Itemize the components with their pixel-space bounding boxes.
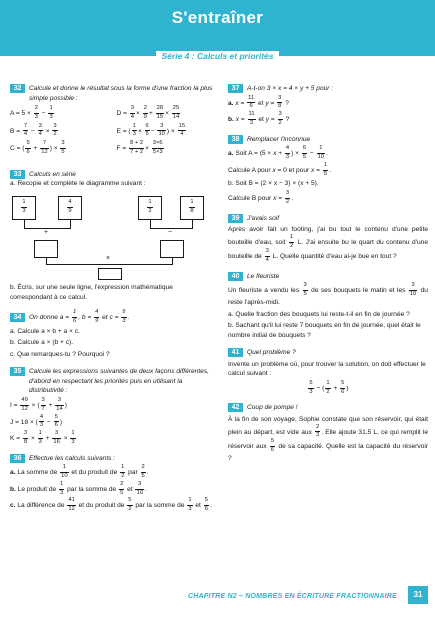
series-subtitle-text: Série 4 : Calculs et priorités xyxy=(156,51,280,61)
operator-times: × xyxy=(106,254,111,262)
exercise-35 xyxy=(10,367,215,445)
expression-c: C = ( $\frac{5}{6}$ + $\frac{7}{12}$ ) × $\frac{3}{5}$ xyxy=(10,140,65,156)
exercise-title: Remplacer l'inconnue xyxy=(247,135,311,143)
question-b: b. Le produit de $\frac{1}{3}$ par la somme de $\frac{2}{5}$ et $\frac{3}{10}$ . xyxy=(10,480,147,496)
exercise-title: Coup de pompe ! xyxy=(247,404,298,412)
exercise-text: Invente un problème où, pour trouver la solution, on doit effectuer le calcul suivant : xyxy=(228,360,426,378)
question-b: b. Écris, sur une seule ligne, l'expression mathématique correspondant à ce calcul. xyxy=(10,283,173,301)
left-column xyxy=(10,84,215,521)
exercise-39 xyxy=(228,214,428,264)
exercise-text: Après avoir fait un footing, j'ai bu tout le contenu d'une petite bouteille d'eau, soit $\frac{1}{2}$ L. J'ai ensuite bu le quart du contenu d'une bouteille de $\frac{3}{4}$ L. Quelle quantité d'eau ai-je bue en tout ? xyxy=(228,226,428,264)
diagram-box-4: $\frac{1}{8}$ xyxy=(180,196,204,220)
exercise-36 xyxy=(10,454,215,513)
calculation: $\frac{5}{3}$ − ( $\frac{1}{2}$ + $\frac{5}{6}$ ) xyxy=(309,379,349,395)
exercise-number: 38 xyxy=(228,135,243,144)
question-c: c. La différence de $\frac{41}{12}$ et du produit de $\frac{5}{2}$ par la somme de $\frac{1}{3}$ et $\frac{5}{6}$ . xyxy=(10,497,212,513)
exercise-title: J'avais soif xyxy=(247,214,280,222)
exercise-number: 32 xyxy=(10,84,25,93)
exercise-number: 35 xyxy=(10,367,25,376)
expression-a: A = 5 × $\frac{2}{3}$ − $\frac{1}{3}$ xyxy=(10,105,53,120)
expression-i: I = $\frac{49}{12}$ × ( $\frac{3}{7}$ + $\frac{3}{14}$ ) xyxy=(10,396,67,412)
calculation-diagram xyxy=(10,192,215,280)
diagram-result-final xyxy=(98,268,122,280)
exercise-41 xyxy=(228,348,428,395)
exercise-number: 40 xyxy=(228,272,243,281)
exercise-given: On donne a = $\frac{1}{6}$ , b = $\frac{4}{9}$ et c = $\frac{5}{3}$ . xyxy=(29,309,130,324)
question-a-detail: Calcule A pour x = 0 et pour x = $\frac{1}{5}$ . xyxy=(228,161,331,177)
operator-plus: + xyxy=(44,228,49,236)
exercise-40 xyxy=(228,272,428,340)
connector xyxy=(192,220,193,228)
question-a: a. Quelle fraction des bouquets lui reste-t-il en fin de journée ? xyxy=(228,310,410,318)
question-b: b. Sachant qu'il lui reste 7 bouquets en fin de journée, quel était le nombre initial de bouquets ? xyxy=(228,322,421,339)
question-b: b. Calcule a × (b + c). xyxy=(10,339,74,347)
exercise-title: Le fleuriste xyxy=(247,272,280,280)
connector xyxy=(150,220,151,228)
right-column xyxy=(228,84,428,471)
question-b-detail: Calcule B pour x = $\frac{3}{2}$ . xyxy=(228,190,293,205)
exercise-number: 39 xyxy=(228,214,243,223)
question-a: a. x = $\frac{11}{6}$ et y = $\frac{3}{8}$ ? xyxy=(228,94,289,110)
page-number: 31 xyxy=(408,586,428,604)
question-a: a. La somme de $\frac{1}{10}$ et du produit de $\frac{1}{2}$ par $\frac{2}{5}$ . xyxy=(10,464,149,480)
exercise-42 xyxy=(228,403,428,463)
diagram-box-2: $\frac{4}{9}$ xyxy=(58,196,82,220)
exercise-instruction: Calcule et donne le résultat sous la forme d'une fraction la plus simple possible : xyxy=(29,85,213,102)
question-c: c. Que remarques-tu ? Pourquoi ? xyxy=(10,350,110,358)
exercise-text: À la fin de son voyage, Sophie constate que son réservoir, qui était plein au départ, est vide aux $\frac{2}{3}$ . Elle ajoute 31,5 L, ce qui remplit le réservoir aux $\frac{5}{6}$ de sa capacité. Quelle est la capacité du réservoir ? xyxy=(228,416,429,462)
chapter-footer: CHAPITRE N2 – NOMBRES EN ÉCRITURE FRACTIONNAIRE xyxy=(188,593,397,600)
exercise-37 xyxy=(228,84,428,127)
expression-grid xyxy=(10,106,215,156)
expression-e: E = ( $\frac{1}{3}$ × $\frac{6}{5}$ − $\frac{3}{10}$ ) × $\frac{15}{4}$ xyxy=(116,122,186,138)
exercise-number: 36 xyxy=(10,454,25,463)
exercise-38 xyxy=(228,135,428,206)
question-b: b. Soit B = (2 × x − 3) × (x + 5). xyxy=(228,180,319,188)
question-a: a. Calcule a × b + a × c. xyxy=(10,327,80,335)
exercise-text: Un fleuriste a vendu les $\frac{3}{5}$ de ses bouquets le matin et les $\frac{3}{10}$ du reste l'après-midi. xyxy=(228,282,428,307)
question-a: a. Recopie et complète le diagramme suivant : xyxy=(10,180,146,188)
expression-b: B = $\frac{7}{4}$ − $\frac{3}{4}$ × $\frac{3}{2}$ xyxy=(10,122,57,138)
expression-k: K = $\frac{3}{8}$ × $\frac{1}{3}$ + $\frac{3}{16}$ × $\frac{1}{3}$ xyxy=(10,430,75,445)
question-b: b. x = $\frac{11}{3}$ et y = $\frac{3}{2}$ ? xyxy=(228,111,290,126)
exercise-instruction: Calcule les expressions suivantes de deux façons différentes, d'abord en respectant les priorités puis en utilisant la distributivité : xyxy=(29,368,209,395)
exercise-title: Quel problème ? xyxy=(247,349,296,357)
connector xyxy=(70,220,71,228)
diagram-box-3: $\frac{1}{2}$ xyxy=(138,196,162,220)
exercise-number: 37 xyxy=(228,84,243,93)
exercise-33 xyxy=(10,170,215,302)
connector xyxy=(24,220,25,228)
exercise-title: A-t-on 3 × x = 4 × y + 5 pour : xyxy=(247,85,334,92)
exercise-number: 42 xyxy=(228,403,243,412)
expression-d: D = $\frac{3}{4}$ × $\frac{2}{9}$ + $\frac{28}{15}$ × $\frac{25}{14}$ xyxy=(116,105,180,120)
expression-f: F = $\frac{8 + 2}{7 + 2}$ × $\frac{3\times 6}{5\times 3}$ xyxy=(116,140,163,156)
diagram-result-2 xyxy=(160,240,184,258)
exercise-title: Calculs en série xyxy=(29,170,76,178)
exercise-instruction: Effectue les calculs suivants : xyxy=(29,454,116,462)
exercise-34 xyxy=(10,310,215,359)
operator-minus: − xyxy=(168,228,173,236)
page-title: S'entraîner xyxy=(171,8,264,27)
exercise-32 xyxy=(10,84,215,156)
question-a: a. Soit A = (5 × x + $\frac{4}{3}$ ) × $\frac{6}{5}$ − $\frac{1}{10}$ . xyxy=(228,145,328,161)
diagram-box-1: $\frac{1}{3}$ xyxy=(12,196,36,220)
exercise-number: 33 xyxy=(10,170,25,179)
expression-j: J = 18 × ( $\frac{4}{3}$ − $\frac{5}{6}$ ) xyxy=(10,413,63,429)
diagram-result-1 xyxy=(34,240,58,258)
exercise-number: 41 xyxy=(228,348,243,357)
exercise-number: 34 xyxy=(10,313,25,322)
series-subtitle xyxy=(0,50,435,62)
